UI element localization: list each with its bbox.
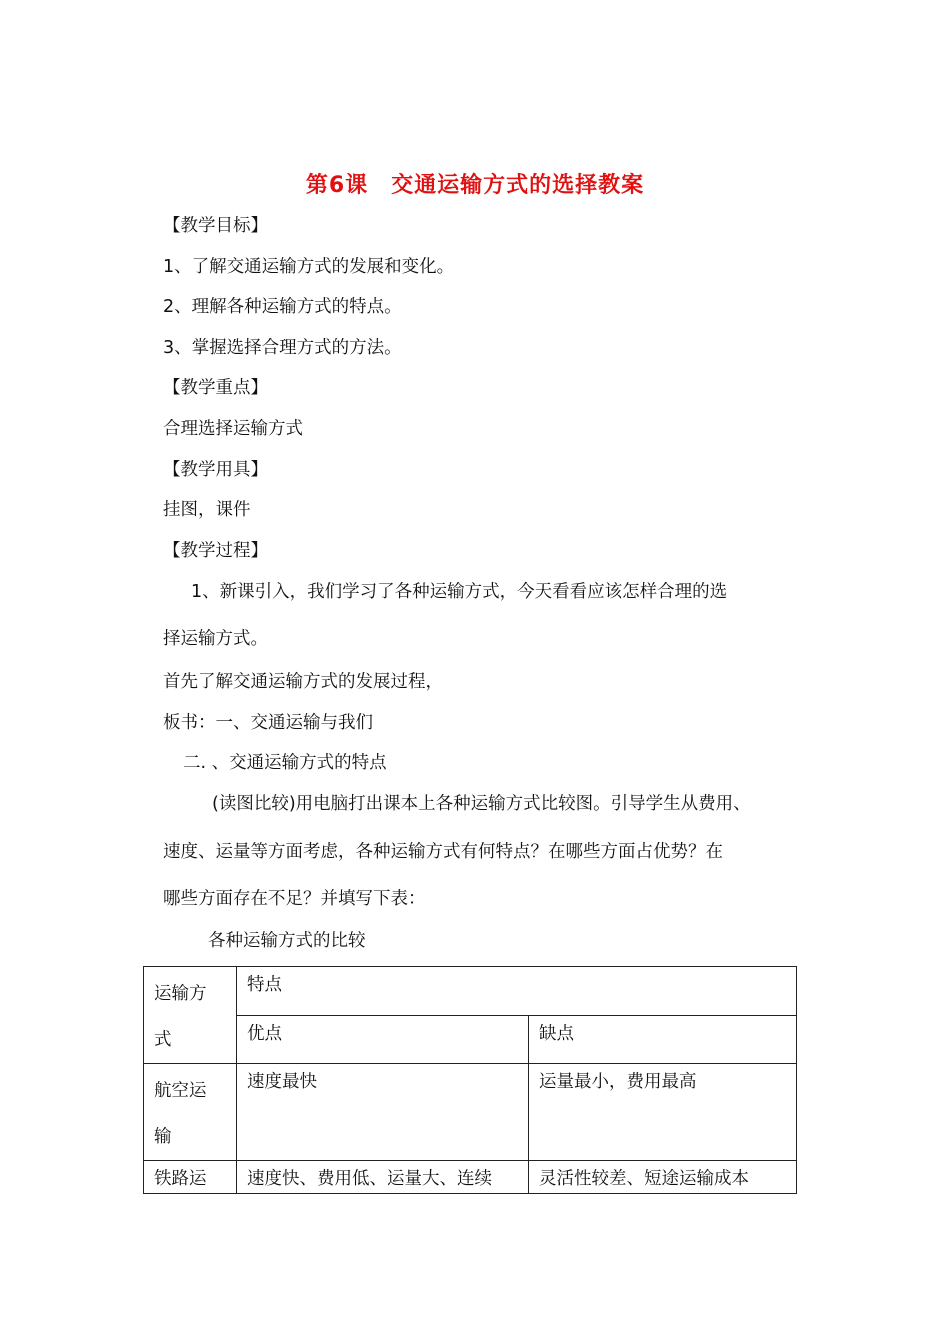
- row-pro: 速度快、费用低、运量大、连续: [247, 1169, 492, 1189]
- focus-heading: 【教学重点】: [163, 378, 268, 398]
- tools-text: 挂图，课件: [163, 500, 251, 520]
- header-mode-line2: 式: [154, 1030, 172, 1050]
- row-con-cell: [529, 1064, 797, 1161]
- comparison-table: [143, 966, 797, 1194]
- header-pro-cell: [237, 1015, 529, 1064]
- goal-item-2: 2、理解各种运输方式的特点。: [163, 297, 402, 317]
- header-pro: 优点: [247, 1023, 282, 1044]
- process-paragraph-2: 首先了解交通运输方式的发展过程，: [163, 672, 443, 692]
- focus-text: 合理选择运输方式: [163, 419, 303, 439]
- goal-item-3: 3、掌握选择合理方式的方法。: [163, 338, 402, 358]
- row-con: 运量最小，费用最高: [539, 1072, 697, 1092]
- page-title: 第6课 交通运输方式的选择教案: [305, 173, 645, 198]
- row-con: 灵活性较差、短途运输成本: [539, 1169, 749, 1189]
- table-row: [144, 1064, 797, 1161]
- row-mode-line1: 铁路运: [154, 1169, 207, 1189]
- header-feature: 特点: [247, 975, 282, 995]
- table-row: [144, 1161, 797, 1194]
- row-mode-line1: 航空运: [154, 1081, 207, 1101]
- paragraph-line-c: 哪些方面存在不足？并填写下表：: [163, 889, 426, 909]
- row-mode-cell: [144, 1064, 237, 1161]
- header-mode-line1: 运输方: [154, 984, 207, 1004]
- process-heading: 【教学过程】: [163, 541, 268, 561]
- row-pro-cell: [237, 1161, 529, 1194]
- board-line-1: 板书：一、交通运输与我们: [163, 713, 373, 733]
- header-con: 缺点: [539, 1023, 574, 1044]
- row-mode-line2: 输: [154, 1127, 172, 1147]
- row-pro-cell: [237, 1064, 529, 1161]
- board-line-2: 二. 、交通运输方式的特点: [183, 753, 387, 773]
- tools-heading: 【教学用具】: [163, 460, 268, 480]
- row-con-cell: [529, 1161, 797, 1194]
- table-header-row: [144, 967, 797, 1016]
- table-caption: 各种运输方式的比较: [208, 931, 366, 951]
- process-paragraph-1b: 择运输方式。: [163, 629, 268, 649]
- header-con-cell: [529, 1015, 797, 1064]
- header-feature-cell: [237, 967, 797, 1016]
- process-paragraph-1a: 1、新课引入，我们学习了各种运输方式，今天看看应该怎样合理的选: [191, 582, 728, 602]
- goals-heading: 【教学目标】: [163, 216, 268, 236]
- paragraph-line-a: (读图比较)用电脑打出课本上各种运输方式比较图。引导学生从费用、: [212, 794, 751, 814]
- row-mode-cell: [144, 1161, 237, 1194]
- goal-item-1: 1、了解交通运输方式的发展和变化。: [163, 257, 455, 277]
- row-pro: 速度最快: [247, 1072, 317, 1092]
- table-subheader-row: [144, 1015, 797, 1064]
- header-mode-cell: [144, 967, 237, 1064]
- paragraph-line-b: 速度、运量等方面考虑，各种运输方式有何特点？在哪些方面占优势？在: [163, 842, 723, 862]
